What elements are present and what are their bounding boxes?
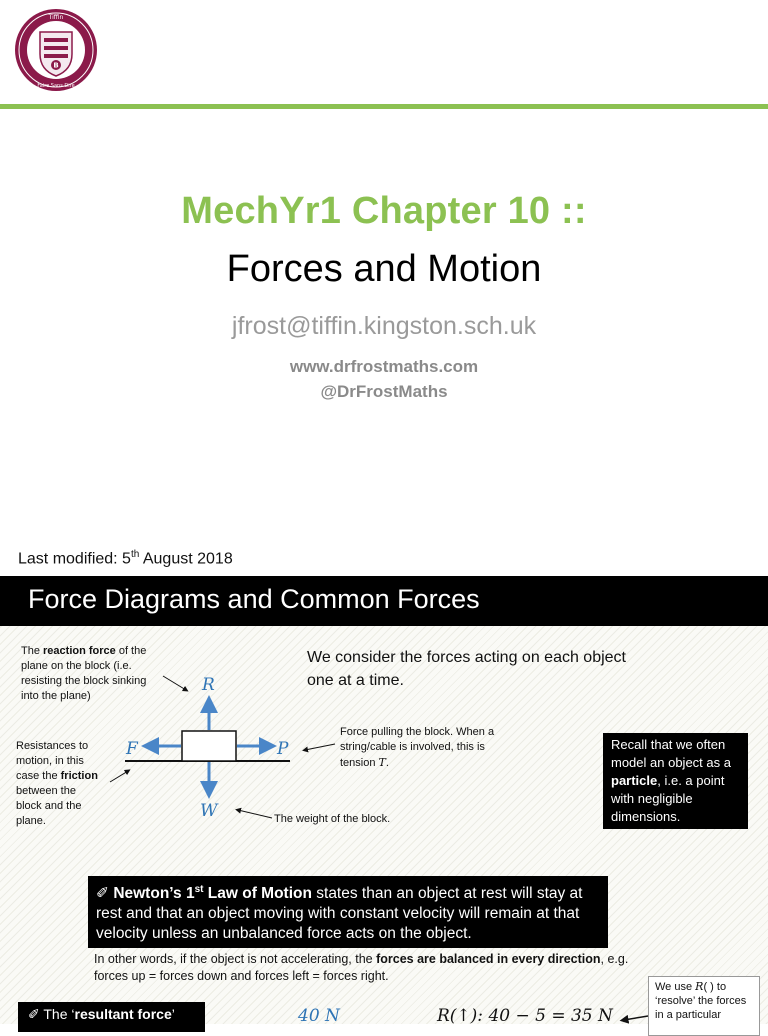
logo-ring-text-top: Tiffin bbox=[48, 14, 64, 21]
pencil-icon: ✐ bbox=[96, 885, 109, 903]
block bbox=[182, 731, 236, 761]
force-value-label: 40 N bbox=[298, 1006, 340, 1026]
resolve-equation: R(↑): 40 − 5 = 35 N bbox=[437, 1006, 613, 1026]
newton-title-post: Law of Motion bbox=[203, 885, 312, 903]
resultant-pre: The ‘ bbox=[39, 1006, 75, 1022]
particle-note-post: , i.e. a point with negligible dimensions. bbox=[611, 773, 725, 824]
force-diagrams-slide bbox=[0, 576, 768, 1024]
pull-note-italic: T bbox=[378, 756, 386, 769]
balanced-forces-text bbox=[94, 951, 654, 985]
resultant-post: ’ bbox=[171, 1006, 175, 1022]
slide-heading-bar bbox=[0, 576, 768, 626]
weight-label: W bbox=[200, 801, 218, 821]
last-modified bbox=[18, 549, 233, 568]
friction-label: F bbox=[126, 739, 138, 759]
balanced-text-post: , e.g. forces up = forces down and forces left = forces right. bbox=[94, 952, 629, 983]
reaction-pointer bbox=[163, 676, 186, 690]
friction-pointer bbox=[110, 771, 128, 782]
chapter-subtitle: Forces and Motion bbox=[226, 248, 542, 290]
balanced-text-pre: In other words, if the object is not accelerating, the bbox=[94, 952, 377, 966]
pull-note-pre: Force pulling the block. When a string/cable is involved, this is tension bbox=[340, 726, 495, 769]
reaction-force-note bbox=[21, 644, 161, 704]
pull-note-post: . bbox=[385, 757, 389, 769]
newton-first-law-box bbox=[88, 876, 608, 948]
weight-note: The weight of the block. bbox=[274, 813, 391, 825]
reaction-note-pre: The bbox=[21, 645, 44, 657]
pull-force-note bbox=[340, 725, 502, 771]
particle-note-bold: particle bbox=[611, 773, 658, 788]
pull-pointer bbox=[305, 744, 335, 750]
resistance-note-pre: Resistances to motion, in this case the bbox=[16, 740, 89, 782]
twitter-handle[interactable]: @DrFrostMaths bbox=[320, 382, 448, 401]
logo-letter: B bbox=[53, 61, 59, 70]
author-email: jfrost@tiffin.kingston.sch.uk bbox=[231, 312, 537, 340]
resolve-note-post: ( ) to ‘resolve’ the forces in a particular bbox=[655, 981, 747, 1021]
last-modified-prefix: Last modified: 5 bbox=[18, 550, 131, 568]
balanced-text-bold: forces are balanced in every direction bbox=[376, 952, 601, 966]
resistance-note bbox=[16, 739, 104, 829]
logo-ring-text-bottom: Faire Sans Dire bbox=[37, 83, 75, 89]
chapter-title: MechYr1 Chapter 10 :: bbox=[181, 190, 587, 232]
slide-heading: Force Diagrams and Common Forces bbox=[28, 584, 480, 614]
resolve-note-pre: We use bbox=[655, 981, 696, 993]
reaction-label: R bbox=[202, 675, 215, 695]
newton-title-sup: st bbox=[194, 884, 204, 895]
last-modified-sup: th bbox=[130, 549, 140, 560]
resistance-note-post: between the block and the plane. bbox=[16, 785, 82, 827]
particle-note-pre: Recall that we often model an object as a bbox=[611, 737, 731, 770]
contact-block bbox=[0, 354, 768, 404]
last-modified-suffix: August 2018 bbox=[139, 550, 233, 568]
particle-note bbox=[603, 733, 748, 829]
resolve-note bbox=[648, 976, 760, 1036]
tiffin-school-logo bbox=[14, 8, 98, 92]
pencil-icon: ✐ bbox=[28, 1006, 40, 1022]
reaction-note-post: of the plane on the block (i.e. resisting the block sinking into the plane) bbox=[21, 645, 147, 702]
header-divider bbox=[0, 104, 768, 109]
resultant-force-box bbox=[18, 1002, 205, 1032]
weight-pointer bbox=[238, 810, 272, 818]
resolve-note-italic: R bbox=[695, 980, 704, 993]
consider-text: We consider the forces acting on each object one at a time. bbox=[307, 649, 626, 689]
newton-title-pre: Newton’s 1 bbox=[113, 885, 195, 903]
newton-law-text: states than an object at rest will stay at rest and that an object moving with constant velocity will remain at that velocity unless an unbalanced force acts on the object. bbox=[96, 885, 583, 943]
website-link[interactable]: www.drfrostmaths.com bbox=[289, 357, 479, 376]
resolve-pointer-arrow bbox=[618, 1012, 650, 1024]
newton-law-title bbox=[113, 885, 312, 902]
resultant-bold: resultant force bbox=[74, 1006, 172, 1022]
pull-label: P bbox=[277, 739, 289, 759]
reaction-note-bold: reaction force bbox=[43, 645, 116, 657]
resistance-note-bold: friction bbox=[60, 770, 98, 782]
